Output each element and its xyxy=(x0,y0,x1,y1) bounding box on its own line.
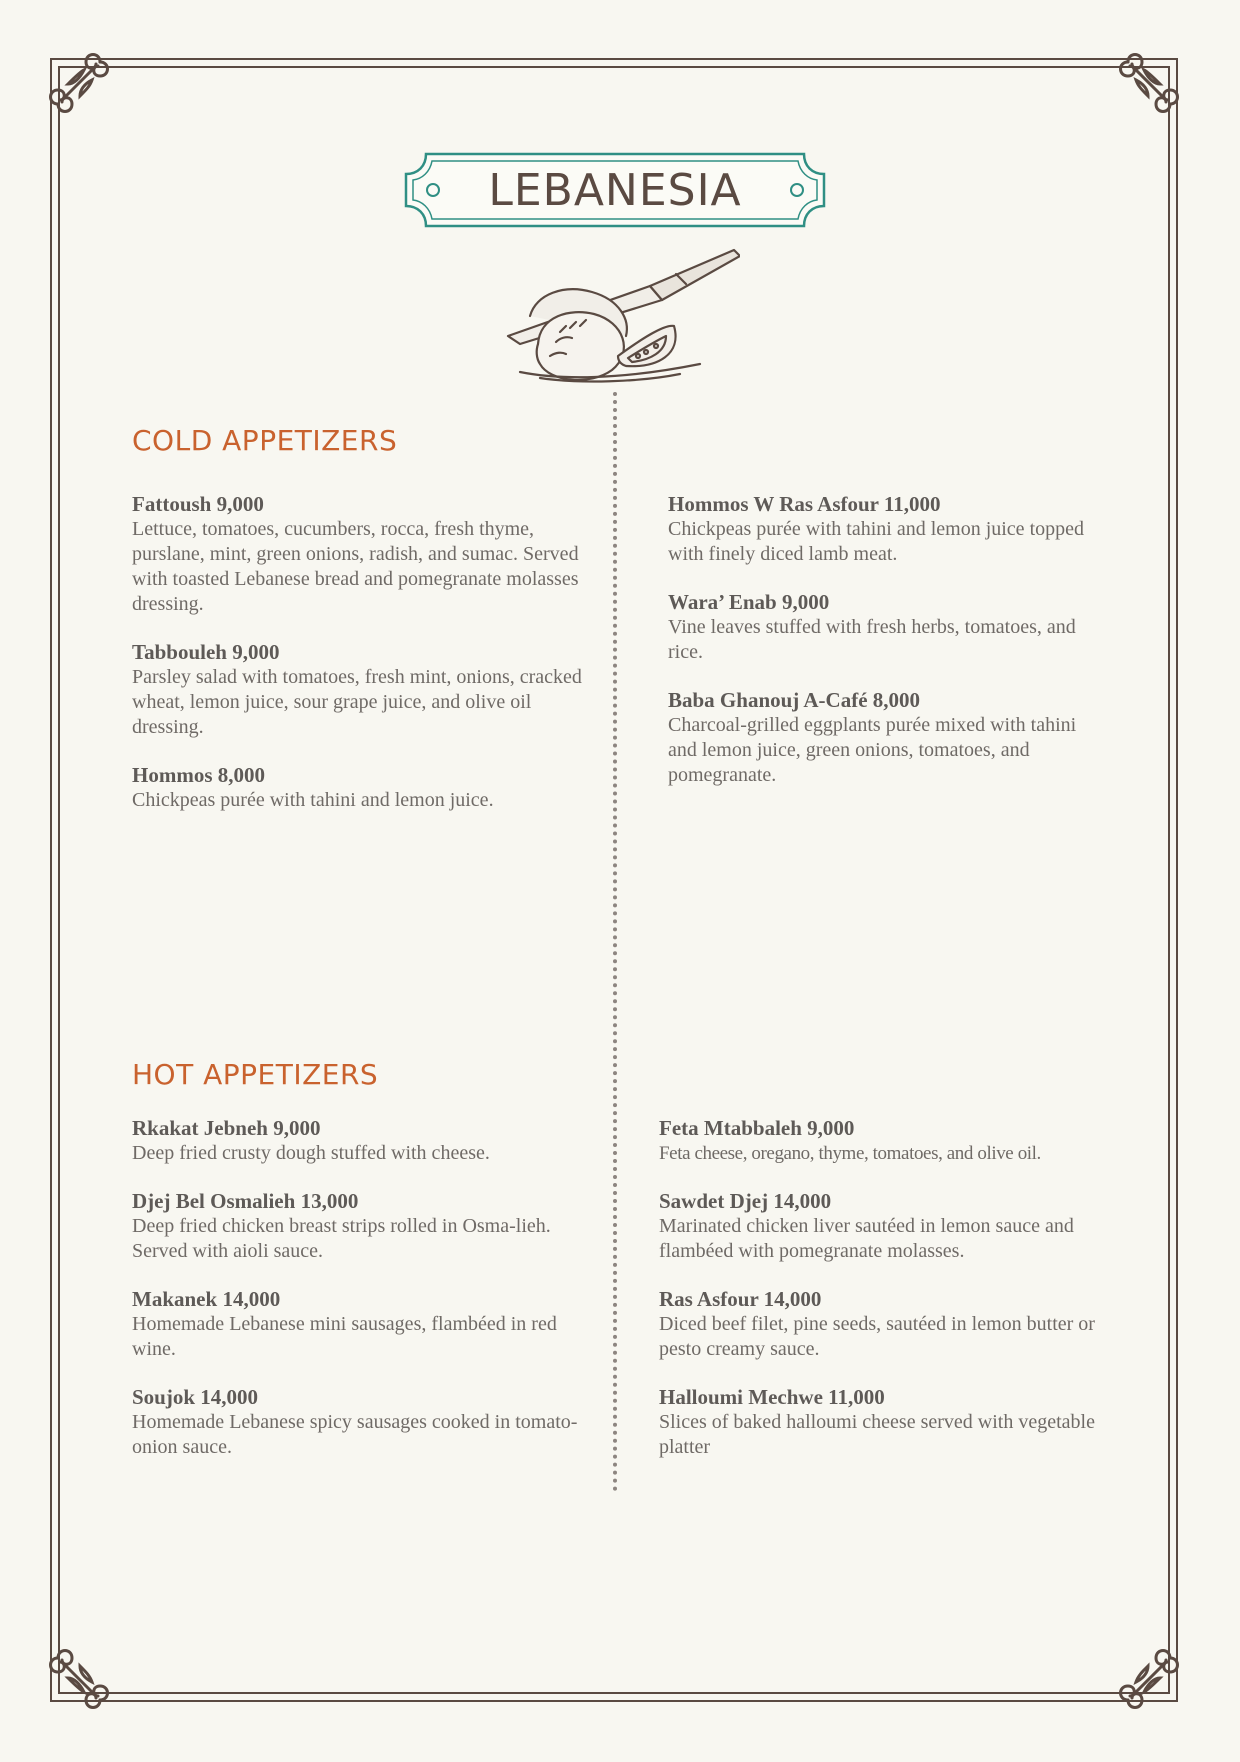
item-name: Hommos W Ras Asfour 11,000 xyxy=(668,492,941,516)
item-name: Baba Ghanouj A-Café 8,000 xyxy=(668,688,921,712)
item-price: 9,000 xyxy=(232,640,280,664)
ornament-corner-icon xyxy=(44,48,114,118)
item-description: Marinated chicken liver sautéed in lemon sauce and flambéed with pomegranate molasses. xyxy=(659,1215,1074,1262)
item-description: Homemade Lebanese mini sausages, flambéed in red wine. xyxy=(132,1313,557,1360)
item-description: Chickpeas purée with tahini and lemon juice. xyxy=(132,789,494,811)
item-name: Soujok 14,000 xyxy=(132,1385,259,1409)
item-price: 9,000 xyxy=(216,492,264,516)
menu-item xyxy=(659,1385,1109,1460)
menu-item xyxy=(132,1287,592,1362)
restaurant-name: LEBANESIA xyxy=(488,164,742,216)
item-price: 9,000 xyxy=(273,1116,321,1140)
menu-item xyxy=(132,1116,592,1166)
item-price: 14,000 xyxy=(200,1385,259,1409)
ornament-corner-icon xyxy=(1114,48,1184,118)
item-price: 14,000 xyxy=(763,1287,822,1311)
item-name: Halloumi Mechwe 11,000 xyxy=(659,1385,885,1409)
menu-item xyxy=(132,1385,592,1460)
item-name: Feta Mtabbaleh 9,000 xyxy=(659,1116,855,1140)
item-name: Fattoush 9,000 xyxy=(132,492,264,516)
item-name: Hommos 8,000 xyxy=(132,763,265,787)
item-name: Sawdet Djej 14,000 xyxy=(659,1189,832,1213)
menu-item xyxy=(668,688,1108,788)
menu-item xyxy=(659,1287,1109,1362)
cold-right-column xyxy=(668,492,1108,811)
menu-item xyxy=(132,1189,592,1264)
item-name: Djej Bel Osmalieh 13,000 xyxy=(132,1189,359,1213)
item-description: Deep fried crusty dough stuffed with cheese. xyxy=(132,1142,490,1164)
menu-item xyxy=(132,763,592,813)
section-heading-hot: HOT APPETIZERS xyxy=(132,1058,379,1091)
menu-item xyxy=(659,1116,1109,1166)
item-price: 11,000 xyxy=(828,1385,885,1409)
item-price: 9,000 xyxy=(807,1116,855,1140)
item-name: Rkakat Jebneh 9,000 xyxy=(132,1116,321,1140)
item-price: 14,000 xyxy=(222,1287,281,1311)
menu-item xyxy=(668,492,1108,567)
ornament-corner-icon xyxy=(1114,1644,1184,1714)
item-description: Charcoal-grilled eggplants purée mixed with tahini and lemon juice, green onions, tomatoes, and pomegranate. xyxy=(668,714,1077,786)
item-price: 14,000 xyxy=(773,1189,832,1213)
item-description: Deep fried chicken breast strips rolled in Osma-lieh. Served with aioli sauce. xyxy=(132,1215,551,1262)
section-heading-cold: COLD APPETIZERS xyxy=(132,424,398,457)
cold-left-column xyxy=(132,492,592,836)
item-name: Tabbouleh 9,000 xyxy=(132,640,280,664)
menu-item xyxy=(132,640,592,740)
menu-item xyxy=(132,492,592,617)
menu-item xyxy=(659,1189,1109,1264)
item-description: Homemade Lebanese spicy sausages cooked in tomato-onion sauce. xyxy=(132,1411,578,1458)
hot-left-column xyxy=(132,1116,592,1483)
menu-item xyxy=(668,590,1108,665)
item-name: Wara’ Enab 9,000 xyxy=(668,590,830,614)
hot-right-column xyxy=(659,1116,1109,1483)
item-description: Diced beef filet, pine seeds, sautéed in lemon butter or pesto creamy sauce. xyxy=(659,1313,1095,1360)
column-divider xyxy=(613,392,617,1492)
item-description: Feta cheese, oregano, thyme, tomatoes, and olive oil. xyxy=(659,1143,1041,1164)
item-description: Chickpeas purée with tahini and lemon juice topped with finely diced lamb meat. xyxy=(668,518,1084,565)
tomato-knife-icon xyxy=(500,244,740,390)
item-name: Makanek 14,000 xyxy=(132,1287,281,1311)
item-price: 8,000 xyxy=(217,763,265,787)
item-price: 9,000 xyxy=(781,590,830,614)
restaurant-title-badge xyxy=(404,152,826,228)
item-description: Vine leaves stuffed with fresh herbs, tomatoes, and rice. xyxy=(668,616,1076,663)
ornament-corner-icon xyxy=(44,1644,114,1714)
item-description: Slices of baked halloumi cheese served with vegetable platter xyxy=(659,1411,1095,1458)
item-description: Parsley salad with tomatoes, fresh mint, onions, cracked wheat, lemon juice, sour grape juice, and olive oil dressing. xyxy=(132,666,582,738)
item-price: 11,000 xyxy=(883,492,941,516)
item-description: Lettuce, tomatoes, cucumbers, rocca, fresh thyme, purslane, mint, green onions, radish, and sumac. Served with toasted Lebanese bread and pomegranate molasses dressing. xyxy=(132,518,579,615)
item-price: 8,000 xyxy=(872,688,921,712)
item-name: Ras Asfour 14,000 xyxy=(659,1287,822,1311)
item-price: 13,000 xyxy=(300,1189,359,1213)
